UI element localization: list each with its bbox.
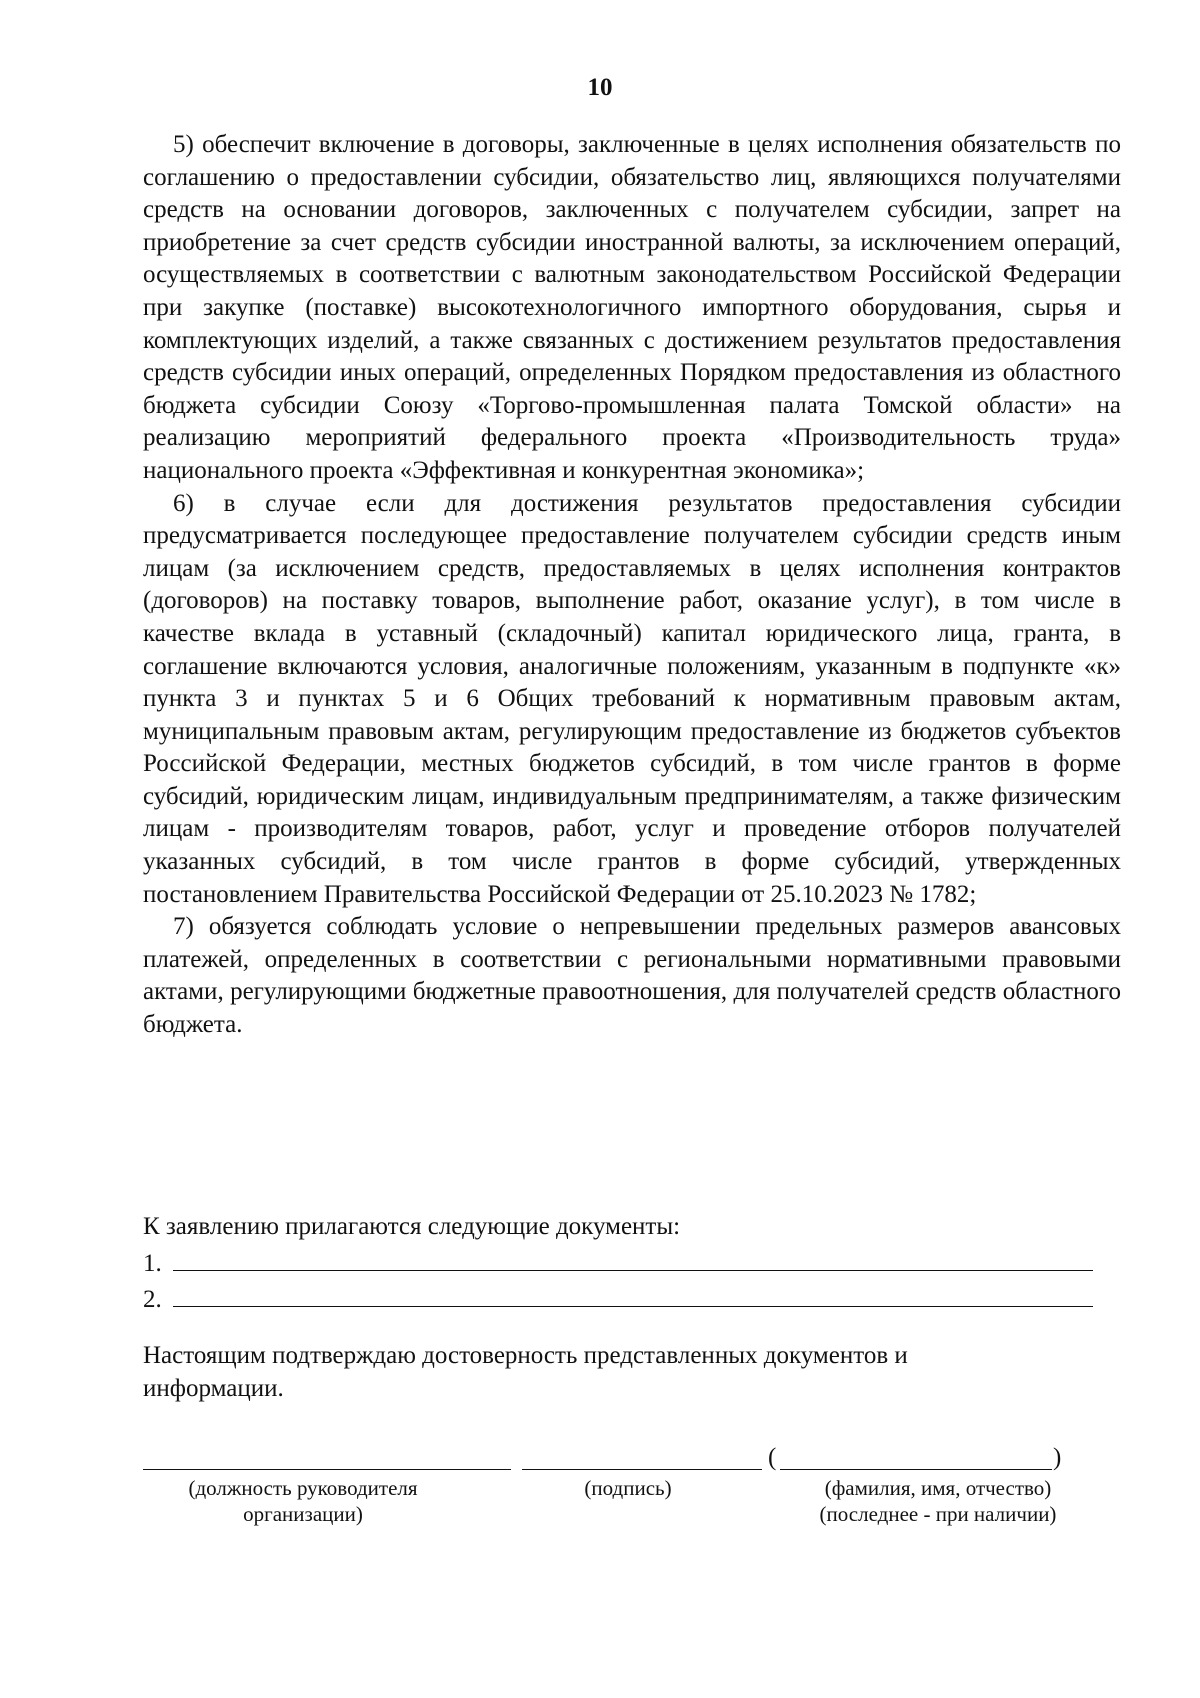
- position-blank-line: [143, 1469, 511, 1470]
- attachment-line-1: [143, 1244, 1121, 1281]
- paragraph-7: 7) обязуется соблюдать условие о непревышении предельных размеров авансовых платежей, определенных в соответствии с региональными нормативными правовыми актами, регулирующими бюджетные правоотношения, для получателей средств областного бюджета.: [143, 913, 1121, 1039]
- attachments-section: [143, 1211, 1121, 1317]
- signature-block: [143, 1440, 1121, 1470]
- attachment-line-2: [143, 1280, 1121, 1317]
- name-close-paren: ): [1053, 1444, 1062, 1471]
- paragraph-6: 6) в случае если для достижения результатов предоставления субсидии предусматривается последующее предоставление получателем субсидии средств иным лицам (за исключением средств, предоставляемых в целях исполнения контрактов (договоров) на поставку товаров, выполнение работ, оказание услуг), в том числе в качестве вклада в уставный (складочный) капитал юридического лица, гранта, в соглашение включаются условия, аналогичные положениям, указанным в подпункте «к» пункта 3 и пунктах 5 и 6 Общих требований к нормативным правовым актам, муниципальным правовым актам, регулирующим предоставление из бюджетов субъектов Российской Федерации, местных бюджетов субсидий, в том числе грантов в форме субсидий, юридическим лицам, индивидуальным предпринимателям, а также физическим лицам - производителям товаров, работ, услуг и проведение отборов получателей указанных субсидий, в том числе грантов в форме субсидий, утвержденных постановлением Правительства Российской Федерации от 25.10.2023 № 1782;: [143, 489, 1121, 908]
- paragraph-5: 5) обеспечит включение в договоры, заключенные в целях исполнения обязательств по соглашению о предоставлении субсидии, обязательство лиц, являющихся получателями средств на основании договоров, заключенных с получателем субсидии, запрет на приобретение за счет средств субсидии иностранной валюты, за исключением операций, осуществляемых в соответствии с валютным законодательством Российской Федерации при закупке (поставке) высокотехнологичного импортного оборудования, сырья и комплектующих изделий, а также связанных с достижением результатов предоставления средств субсидии иных операций, определенных Порядком предоставления из областного бюджета субсидии Союзу «Торгово-промышленная палата Томской области» на реализацию мероприятий федерального проекта «Производительность труда» национального проекта «Эффективная и конкурентная экономика»;: [143, 131, 1121, 484]
- name-blank-line: [780, 1469, 1052, 1470]
- name-caption-line-1: (фамилия, имя, отчество): [824, 1476, 1052, 1500]
- position-caption: [143, 1475, 463, 1527]
- signature-blank-line: [522, 1469, 762, 1470]
- name-open-paren: (: [768, 1444, 777, 1471]
- name-caption: [778, 1475, 1098, 1527]
- obligations-text: [143, 129, 1121, 1042]
- attachment-blank-line: [173, 1244, 1093, 1271]
- signature-caption: (подпись): [584, 1476, 672, 1500]
- name-caption-line-2: (последнее - при наличии): [819, 1502, 1057, 1526]
- page-number: 10: [587, 74, 613, 101]
- position-caption-line-1: (должность руководителя: [188, 1476, 418, 1500]
- attachment-blank-line: [173, 1280, 1093, 1307]
- position-caption-line-2: организации): [243, 1502, 363, 1526]
- attachment-number: 1.: [143, 1249, 162, 1277]
- attachments-heading: К заявлению прилагаются следующие документы:: [143, 1213, 681, 1240]
- attachment-number: 2.: [143, 1286, 162, 1314]
- confirmation-text: Настоящим подтверждаю достоверность представленных документов и информации.: [143, 1342, 908, 1402]
